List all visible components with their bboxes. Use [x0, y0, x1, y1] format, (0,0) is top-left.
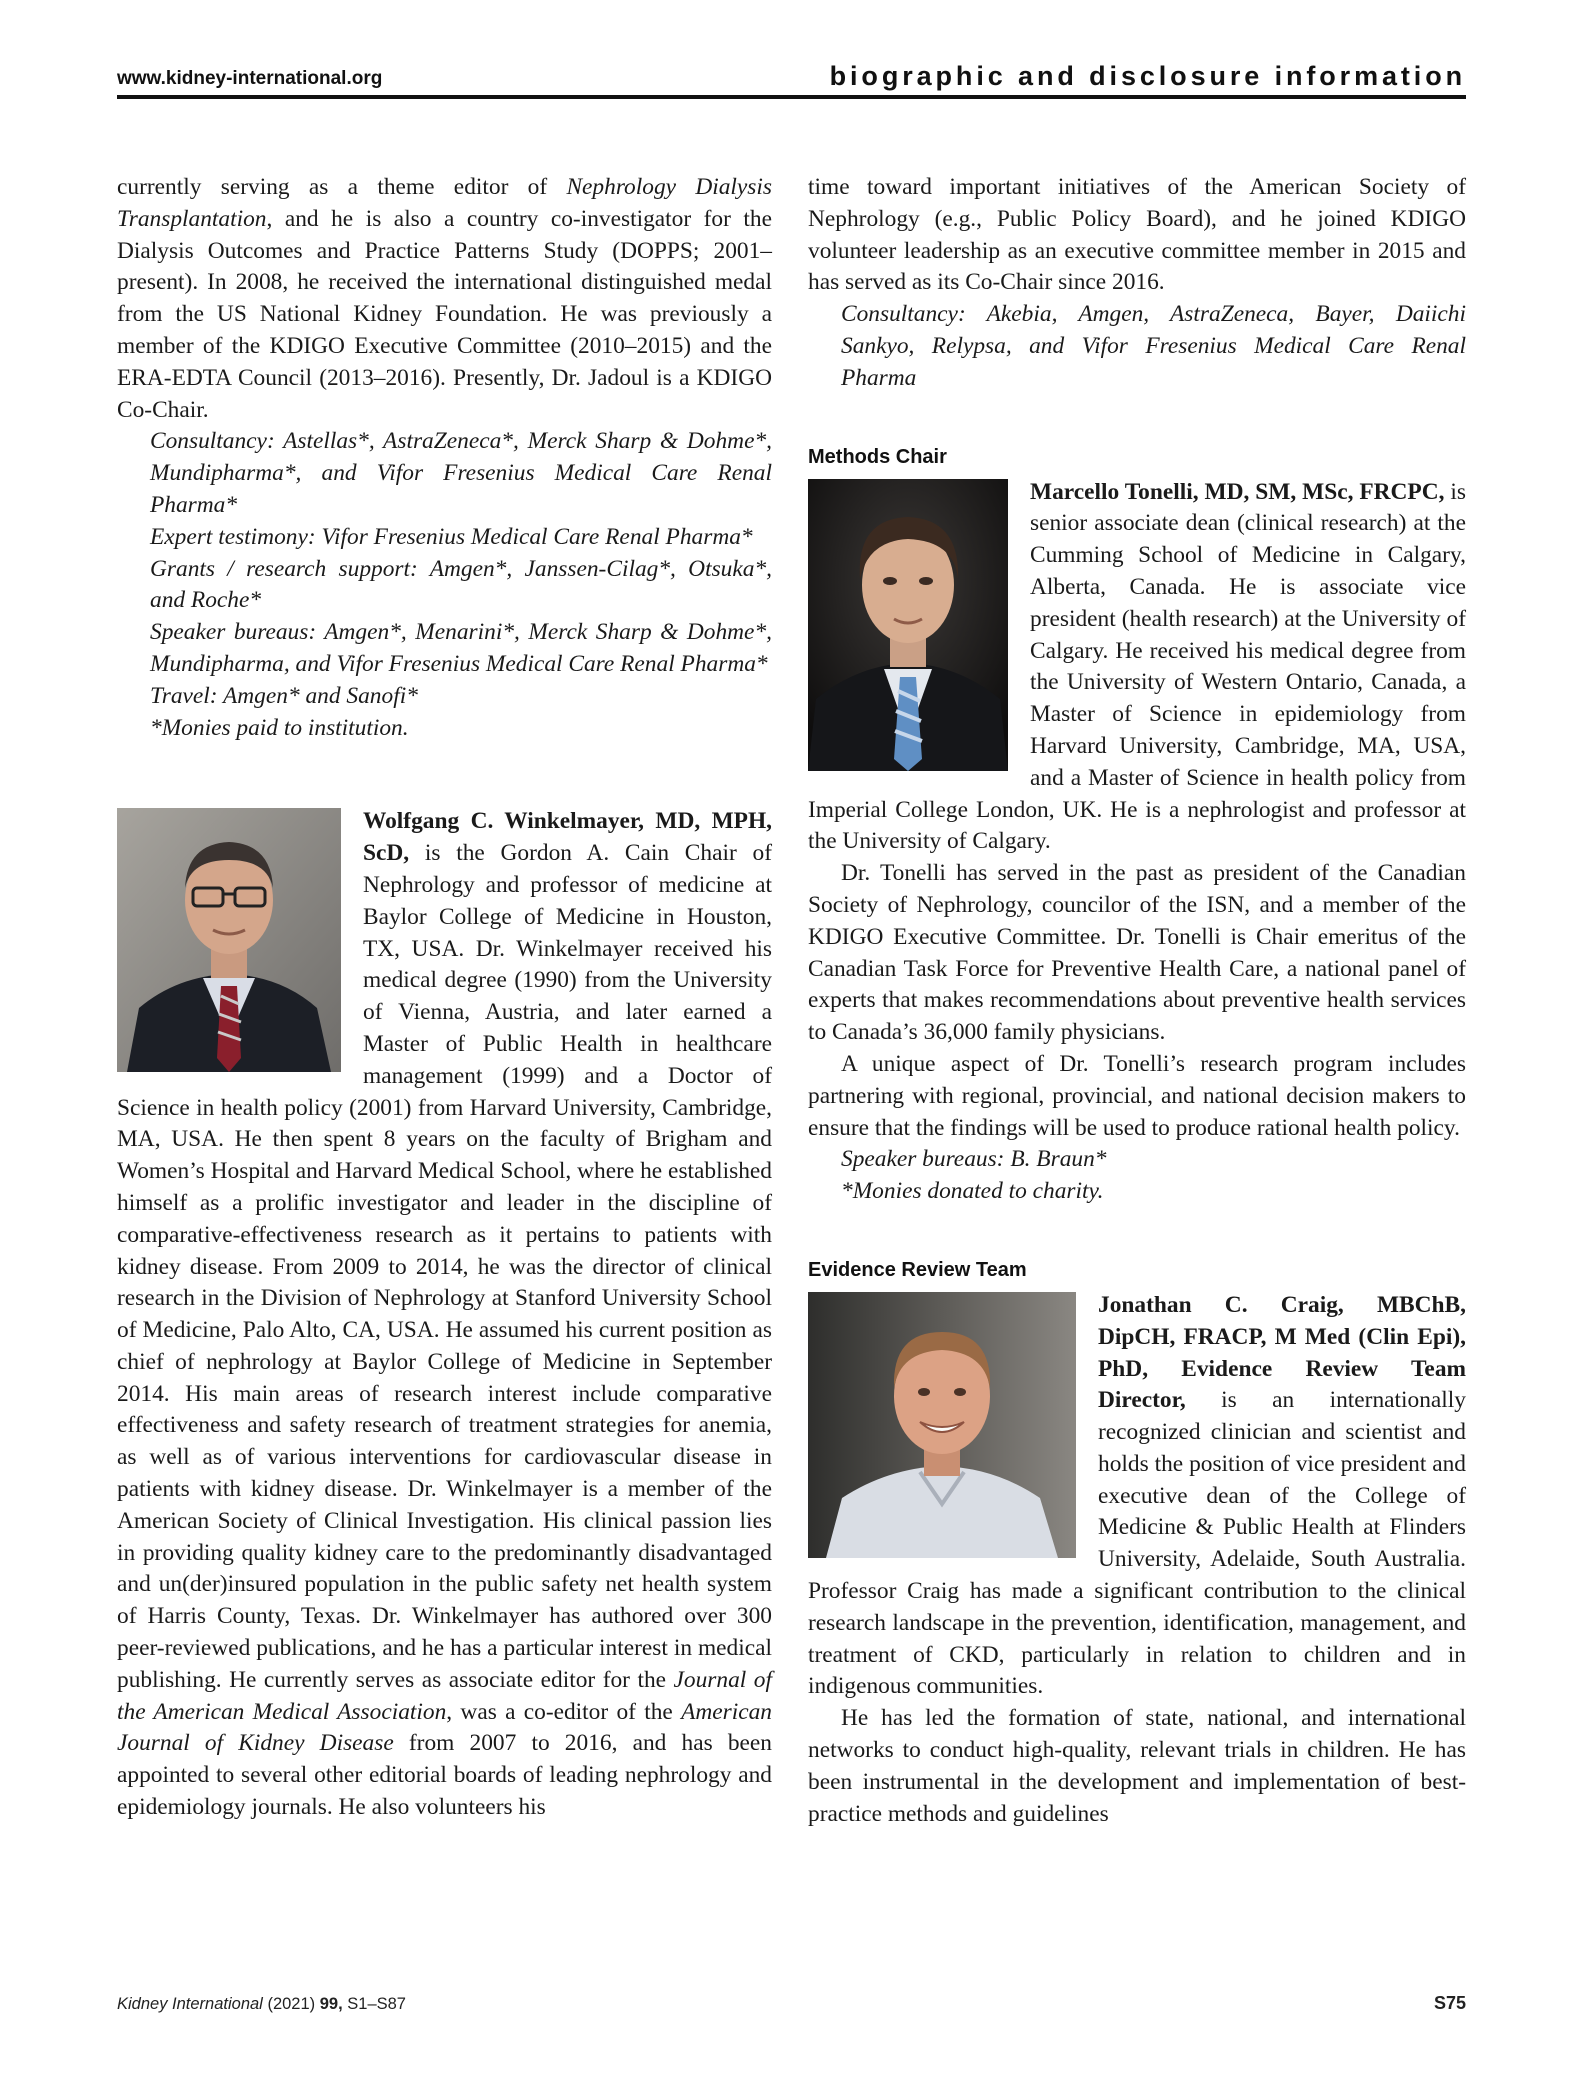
disclosure-line: Consultancy: Astellas*, AstraZeneca*, Merck Sharp & Dohme*, Mundipharma*, and Vifor Fresenius Medical Care Renal Pharma*: [150, 428, 772, 518]
disclosure-line: Speaker bureaus: B. Braun*: [841, 1146, 1107, 1173]
jadoul-bio-continued: currently serving as a theme editor of Nephrology Dialysis Transplantation, and he is also a country co-investigator for the Dialysis Outcomes and Practice Patterns Study (DOPPS; 2001–present). In 2008, he received the international distinguished medal from the US National Kidney Foundation. He was previously a member of the KDIGO Executive Committee (2010–2015) and the ERA-EDTA Council (2013–2016). Presently, Dr. Jadoul is a KDIGO Co-Chair.: [117, 174, 772, 423]
disclosure-line: *Monies donated to charity.: [841, 1178, 1104, 1205]
winkelmayer-section: [117, 806, 772, 1824]
evidence-review-team-heading: Evidence Review Team: [808, 1258, 1027, 1281]
craig-photo: [808, 1292, 1076, 1558]
section-title: biographic and disclosure information: [829, 61, 1466, 91]
left-column: [117, 172, 772, 1824]
disclosure-line: Grants / research support: Amgen*, Janssen-Cilag*, Otsuka*, and Roche*: [150, 555, 772, 614]
right-column: [808, 172, 1466, 1830]
disclosure-line: *Monies paid to institution.: [150, 714, 409, 741]
tonelli-bio: Marcello Tonelli, MD, SM, MSc, FRCPC, is senior associate dean (clinical research) at the Cumming School of Medicine in Calgary, Alberta, Canada. He is associate vice president (health research) at the University of Calgary. He received his medical degree from the University of Western Ontario, Canada, a Master of Science in epidemiology from Harvard University, Cambridge, MA, USA, and a Master of Science in health policy from Imperial College London, UK. He is a nephrologist and professor at the University of Calgary.: [808, 478, 1466, 855]
methods-chair-heading: Methods Chair: [808, 445, 947, 468]
jadoul-disclosures: [117, 426, 772, 744]
winkelmayer-disclosures: [808, 299, 1466, 394]
winkelmayer-bio-continued: time toward important initiatives of the American Society of Nephrology (e.g., Public Policy Board), and he joined KDIGO volunteer leadership as an executive committee member in 2015 and has served as its Co-Chair since 2016.: [808, 174, 1466, 296]
disclosure-line: Expert testimony: Vifor Fresenius Medical Care Renal Pharma*: [150, 523, 753, 550]
disclosure-line: Speaker bureaus: Amgen*, Menarini*, Merck Sharp & Dohme*, Mundipharma, and Vifor Fresenius Medical Care Renal Pharma*: [150, 619, 772, 677]
craig-name: Jonathan C. Craig, MBChB, DipCH, FRACP, M Med (Clin Epi), PhD, Evidence Review Team Director,: [1098, 1291, 1466, 1414]
footer-citation: Kidney International (2021) 99, S1–S87: [117, 1995, 406, 2013]
tonelli-photo: [808, 479, 1008, 771]
header-rule: [117, 95, 1466, 99]
craig-section: [808, 1290, 1466, 1831]
craig-paragraph-2: He has led the formation of state, national, and international networks to conduct high-quality, relevant trials in children. He has been instrumental in the development and implementation of best-practice methods and guidelines: [808, 1705, 1466, 1827]
winkelmayer-photo: [117, 808, 341, 1072]
tonelli-paragraph-2: Dr. Tonelli has served in the past as president of the Canadian Society of Nephrology, councilor of the ISN, and a member of the KDIGO Executive Committee. Dr. Tonelli is Chair emeritus of the Canadian Task Force for Preventive Health Care, a national panel of experts that makes recommendations about preventive health services to Canada’s 36,000 family physicians.: [808, 860, 1466, 1046]
winkelmayer-name: Wolfgang C. Winkelmayer, MD, MPH, ScD,: [363, 808, 772, 867]
winkelmayer-bio: Wolfgang C. Winkelmayer, MD, MPH, ScD, is the Gordon A. Cain Chair of Nephrology and professor of medicine at Baylor College of Medicine in Houston, TX, USA. Dr. Winkelmayer received his medical degree (1990) from the University of Vienna, Austria, and later earned a Master of Public Health in healthcare management (1999) and a Doctor of Science in health policy (2001) from Harvard University, Cambridge, MA, USA. He then spent 8 years on the faculty of Brigham and Women’s Hospital and Harvard Medical School, where he established himself as a prolific investigator and leader in the discipline of comparative-effectiveness research as it pertains to patients with kidney disease. From 2009 to 2014, he was the director of clinical research in the Division of Nephrology at Stanford University School of Medicine, Palo Alto, CA, USA. He assumed his current position as chief of nephrology at Baylor College of Medicine in September 2014. His main areas of research interest include comparative effectiveness and safety research of treatment strategies for anemia, as well as of various interventions for cardiovascular disease in patients with kidney disease. Dr. Winkelmayer is a member of the American Society of Clinical Investigation. His clinical passion lies in providing quality kidney care to the predominantly disadvantaged and un(der)insured population in the public safety net health system of Harris County, Texas. Dr. Winkelmayer has authored over 300 peer-reviewed publications, and he has a particular interest in medical publishing. He currently serves as associate editor for the Journal of the American Medical Association, was a co-editor of the American Journal of Kidney Disease from 2007 to 2016, and has been appointed to several other editorial boards of leading nephrology and epidemiology journals. He also volunteers his: [117, 808, 772, 1821]
journal-url[interactable]: www.kidney-international.org: [117, 68, 383, 89]
page-number: S75: [1433, 1993, 1466, 2013]
disclosure-line: Travel: Amgen* and Sanofi*: [150, 682, 418, 709]
disclosure-line: Consultancy: Akebia, Amgen, AstraZeneca, Bayer, Daiichi Sankyo, Relypsa, and Vifor Fresenius Medical Care Renal Pharma: [841, 301, 1466, 391]
tonelli-paragraph-3: A unique aspect of Dr. Tonelli’s research program includes partnering with regional, provincial, and national decision makers to ensure that the findings will be used to produce rational health policy.: [808, 1050, 1466, 1141]
tonelli-disclosures: [808, 1144, 1466, 1208]
tonelli-section: [808, 477, 1466, 1208]
tonelli-name: Marcello Tonelli, MD, SM, MSc, FRCPC,: [1030, 478, 1445, 505]
craig-bio: Jonathan C. Craig, MBChB, DipCH, FRACP, M Med (Clin Epi), PhD, Evidence Review Team Director, is an internationally recognized clinician and scientist and holds the position of vice president and executive dean of the College of Medicine & Public Health at Flinders University, Adelaide, South Australia. Professor Craig has made a significant contribution to the clinical research landscape in the prevention, identification, management, and treatment of CKD, particularly in relation to children and in indigenous communities.: [808, 1291, 1466, 1700]
